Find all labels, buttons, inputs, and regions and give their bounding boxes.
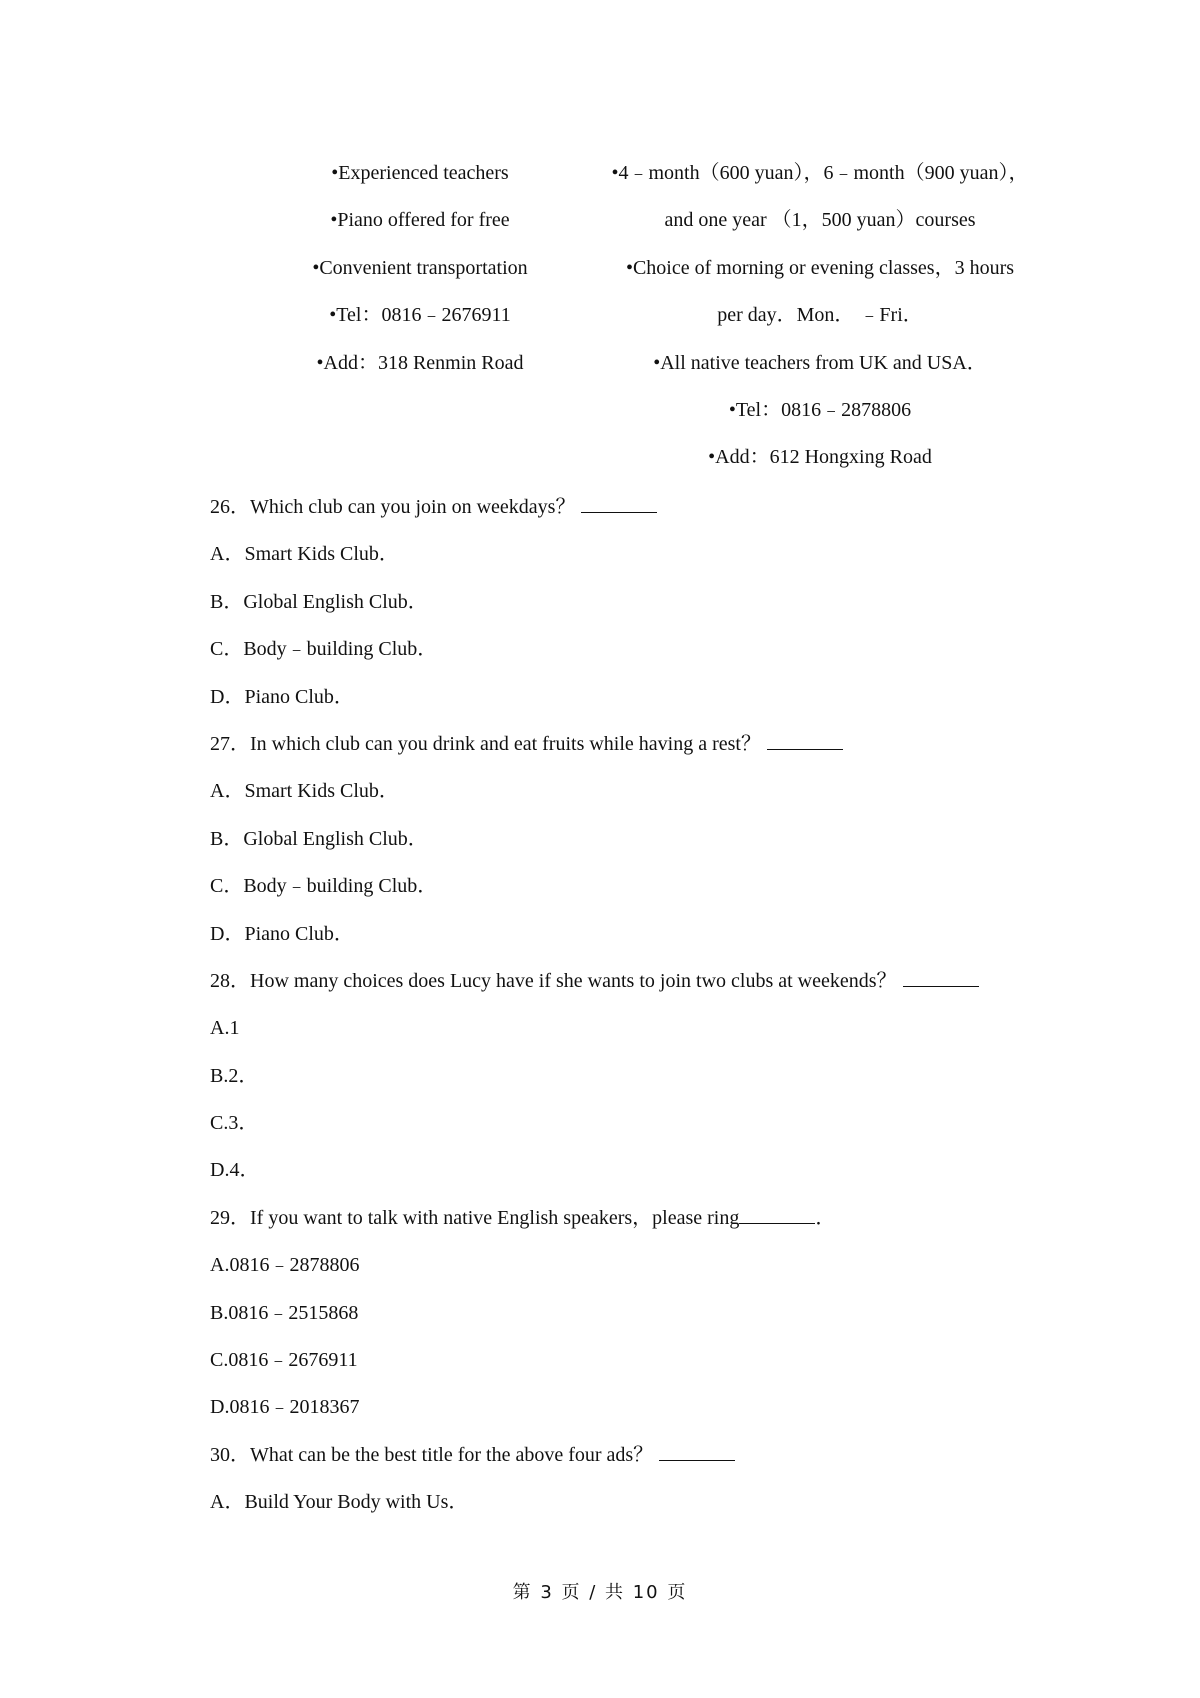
ad-right-line: •4﹣month（600 yuan），6﹣month（900 yuan）， (611, 162, 1029, 184)
ad-left-line: •Add：318 Renmin Road (316, 351, 524, 374)
question-stem (210, 1440, 1060, 1487)
answer-blank[interactable] (581, 494, 657, 513)
answer-blank[interactable] (767, 731, 843, 750)
answer-option: C．Body﹣building Club． (210, 875, 438, 898)
question-text: 26．Which club can you join on weekdays？ (210, 496, 576, 518)
answer-blank[interactable] (659, 1442, 735, 1461)
ad-right-line: •All native teachers from UK and USA． (653, 351, 987, 374)
answer-option: A.1 (210, 1017, 240, 1040)
answer-option: D．Piano Club． (210, 685, 354, 708)
answer-option: A．Smart Kids Club． (210, 543, 399, 566)
answer-option: C．Body﹣building Club． (210, 638, 438, 661)
ad-right-line: •Tel：0816﹣2878806 (728, 398, 912, 421)
answer-option: D．Piano Club． (210, 922, 354, 945)
answer-option: A．Build Your Body with Us． (210, 1491, 469, 1514)
ad-left-column (270, 158, 570, 395)
answer-option: C.0816﹣2676911 (210, 1349, 358, 1372)
answer-option: C.3． (210, 1112, 259, 1135)
answer-blank[interactable] (739, 1205, 815, 1224)
question-stem (210, 729, 1060, 776)
answer-option: A.0816﹣2878806 (210, 1254, 360, 1277)
question-text: 27．In which club can you drink and eat fruits while having a rest？ (210, 732, 761, 755)
ad-right-line: •Choice of morning or evening classes，3 hours (625, 256, 1015, 279)
ad-right-column (600, 158, 1040, 490)
question-text: 30．What can be the best title for the above four ads？ (210, 1443, 654, 1466)
question-text: 28．How many choices does Lucy have if she wants to join two clubs at weekends？ (210, 969, 897, 992)
question-text: 29．If you want to talk with native English speakers，please ring (210, 1206, 740, 1229)
question-text-end: ． (815, 1206, 836, 1229)
question-stem (210, 492, 1060, 539)
ad-left-line: •Experienced teachers (331, 162, 509, 184)
answer-option: A．Smart Kids Club． (210, 780, 399, 803)
ad-left-line: •Piano offered for free (330, 209, 510, 232)
answer-option: D.0816﹣2018367 (210, 1396, 360, 1419)
ad-right-line: per day．Mon． ﹣Fri． (717, 304, 923, 327)
ad-left-line: •Convenient transportation (312, 256, 528, 279)
ad-right-line: and one year （1，500 yuan）courses (664, 209, 976, 232)
answer-blank[interactable] (903, 968, 979, 987)
answer-option: B．Global English Club． (210, 590, 428, 613)
ad-left-line: •Tel：0816﹣2676911 (329, 304, 511, 327)
question-stem (210, 1203, 1060, 1250)
answer-option: B．Global English Club． (210, 827, 428, 850)
ad-right-line: •Add：612 Hongxing Road (708, 446, 932, 469)
answer-option: D.4． (210, 1159, 260, 1182)
answer-option: B.0816﹣2515868 (210, 1301, 359, 1324)
page-footer: 第 3 页 / 共 10 页 (512, 1582, 688, 1603)
question-list (210, 492, 1060, 1535)
question-stem (210, 966, 1060, 1013)
answer-option: B.2． (210, 1064, 259, 1087)
